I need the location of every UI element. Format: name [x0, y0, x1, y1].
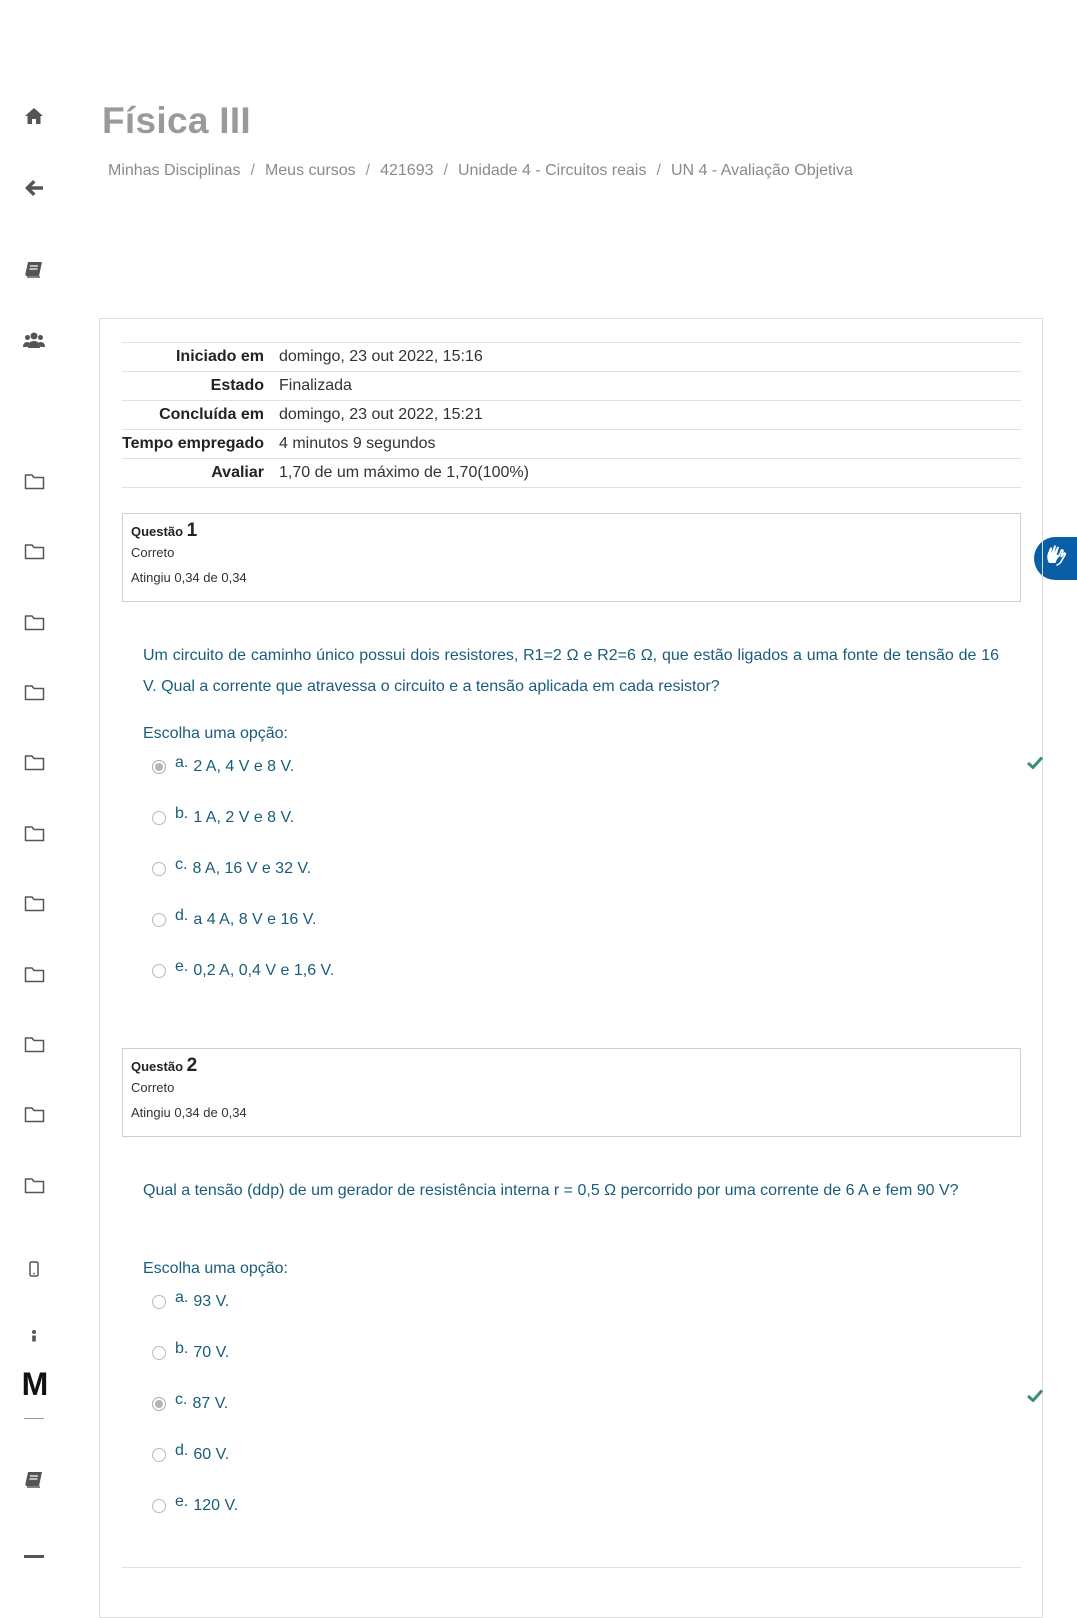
home-icon[interactable] [22, 104, 46, 128]
summary-value: 4 minutos 9 segundos [279, 435, 436, 452]
breadcrumb-separator: / [365, 162, 371, 179]
m-logo-letter: M [21, 1370, 49, 1400]
answer-option[interactable] [152, 807, 992, 833]
breadcrumb-separator: / [656, 162, 661, 179]
answer-option[interactable] [152, 1291, 992, 1317]
folder-icon[interactable] [22, 1102, 46, 1126]
radio-button[interactable] [152, 964, 166, 978]
sidebar-divider [24, 1418, 44, 1419]
breadcrumb-item-minhas-disciplinas[interactable]: Minhas Disciplinas [108, 162, 241, 179]
answer-text: 93 V. [193, 1293, 230, 1310]
breadcrumb-separator: / [443, 162, 448, 179]
question-number-line [131, 520, 1012, 542]
radio-button[interactable] [152, 1346, 166, 1360]
check-icon [1027, 756, 1043, 774]
attempt-summary-table [122, 342, 1021, 488]
answer-letter: e. [175, 958, 189, 975]
mobile-icon[interactable] [22, 1257, 46, 1281]
answer-option[interactable] [152, 909, 992, 935]
hands-icon [1043, 543, 1069, 574]
users-icon[interactable] [22, 328, 46, 352]
answer-letter: d. [175, 1442, 189, 1459]
breadcrumb [108, 162, 853, 180]
summary-row [122, 459, 1021, 488]
answer-text: 87 V. [192, 1395, 229, 1412]
folder-icon[interactable] [22, 539, 46, 563]
folder-icon[interactable] [22, 1173, 46, 1197]
answer-option[interactable] [152, 960, 992, 986]
answer-letter: a. [175, 1289, 189, 1306]
sidebar [0, 0, 70, 1571]
folder-icon[interactable] [22, 750, 46, 774]
answer-prompt: Escolha uma opção: [143, 725, 288, 742]
question-info-box [122, 513, 1021, 602]
folder-icon[interactable] [22, 1032, 46, 1056]
question-grade: Atingiu 0,34 de 0,34 [131, 570, 247, 585]
summary-row [122, 430, 1021, 459]
info-icon[interactable] [22, 1324, 46, 1348]
answer-letter: b. [175, 805, 189, 822]
breadcrumb-separator: / [250, 162, 255, 179]
answer-prompt: Escolha uma opção: [143, 1260, 288, 1277]
answer-letter: c. [175, 1391, 188, 1408]
answer-option[interactable] [152, 1444, 992, 1470]
folder-icon[interactable] [22, 821, 46, 845]
answer-text: 8 A, 16 V e 32 V. [192, 860, 312, 877]
radio-button[interactable] [152, 1397, 166, 1411]
answer-letter: d. [175, 907, 189, 924]
answer-option[interactable] [152, 1342, 992, 1368]
answer-letter: a. [175, 754, 189, 771]
answer-letter: e. [175, 1493, 189, 1510]
question-grade: Atingiu 0,34 de 0,34 [131, 1105, 247, 1120]
sidebar-divider [24, 1555, 44, 1558]
answer-letter: b. [175, 1340, 189, 1357]
section-divider [122, 1567, 1021, 1568]
folder-icon[interactable] [22, 610, 46, 634]
m-logo-icon[interactable] [18, 1368, 52, 1402]
question-label: Questão [131, 1059, 184, 1074]
summary-row [122, 401, 1021, 430]
summary-value: Finalizada [279, 377, 352, 394]
question-text: Qual a tensão (ddp) de um gerador de resistência interna r = 0,5 Ω percorrido por uma corrente de 6 A e fem 90 V? [143, 1182, 959, 1199]
question-state: Correto [131, 1080, 175, 1095]
question-info-box [122, 1048, 1021, 1137]
answer-option[interactable] [152, 1495, 992, 1521]
folder-icon[interactable] [22, 469, 46, 493]
radio-button[interactable] [152, 1499, 166, 1513]
book-icon[interactable] [22, 1468, 46, 1492]
answer-option[interactable] [152, 756, 992, 782]
answer-text: 120 V. [193, 1497, 239, 1514]
radio-button[interactable] [152, 1448, 166, 1462]
summary-row [122, 343, 1021, 372]
question-state: Correto [131, 545, 175, 560]
answer-text: 0,2 A, 0,4 V e 1,6 V. [193, 962, 335, 979]
breadcrumb-item-meus-cursos[interactable]: Meus cursos [264, 162, 356, 179]
quiz-review-panel [99, 318, 1043, 1618]
answer-text: 70 V. [193, 1344, 230, 1361]
folder-icon[interactable] [22, 891, 46, 915]
summary-label: Estado [210, 377, 264, 394]
arrow-left-icon[interactable] [22, 176, 46, 200]
radio-button[interactable] [152, 862, 166, 876]
summary-label: Avaliar [211, 464, 264, 481]
book-icon[interactable] [22, 258, 46, 282]
summary-value: 1,70 de um máximo de 1,70(100%) [279, 464, 529, 481]
radio-button[interactable] [152, 760, 166, 774]
answer-option[interactable] [152, 1393, 992, 1419]
summary-label: Iniciado em [175, 348, 264, 365]
question-number: 2 [186, 1055, 198, 1076]
answer-letter: c. [175, 856, 188, 873]
summary-value: domingo, 23 out 2022, 15:16 [279, 348, 483, 365]
breadcrumb-item-unit[interactable]: Unidade 4 - Circuitos reais [457, 162, 647, 179]
answer-text: 1 A, 2 V e 8 V. [193, 809, 295, 826]
folder-icon[interactable] [22, 962, 46, 986]
folder-icon[interactable] [22, 680, 46, 704]
summary-value: domingo, 23 out 2022, 15:21 [279, 406, 483, 423]
question-number-line [131, 1055, 1012, 1077]
answer-text: 60 V. [193, 1446, 230, 1463]
summary-label: Concluída em [159, 406, 264, 423]
question-text: Um circuito de caminho único possui dois resistores, R1=2 Ω e R2=6 Ω, que estão ligados a uma fonte de tensão de 16 V. Qual a corrente que atravessa o circuito e a tensão aplicada em cada resistor? [143, 647, 999, 695]
radio-button[interactable] [152, 811, 166, 825]
radio-button[interactable] [152, 1295, 166, 1309]
summary-row [122, 372, 1021, 401]
question-number: 1 [186, 520, 198, 541]
answer-text: a 4 A, 8 V e 16 V. [193, 911, 317, 928]
answer-option[interactable] [152, 858, 992, 884]
question-label: Questão [131, 524, 184, 539]
radio-button[interactable] [152, 913, 166, 927]
answer-text: 2 A, 4 V e 8 V. [193, 758, 295, 775]
page-title: Física III [102, 100, 252, 141]
breadcrumb-item-course[interactable]: 421693 [380, 162, 434, 179]
check-icon [1027, 1389, 1043, 1407]
summary-label: Tempo empregado [122, 435, 264, 452]
breadcrumb-item-quiz[interactable]: UN 4 - Avaliação Objetiva [670, 162, 853, 179]
